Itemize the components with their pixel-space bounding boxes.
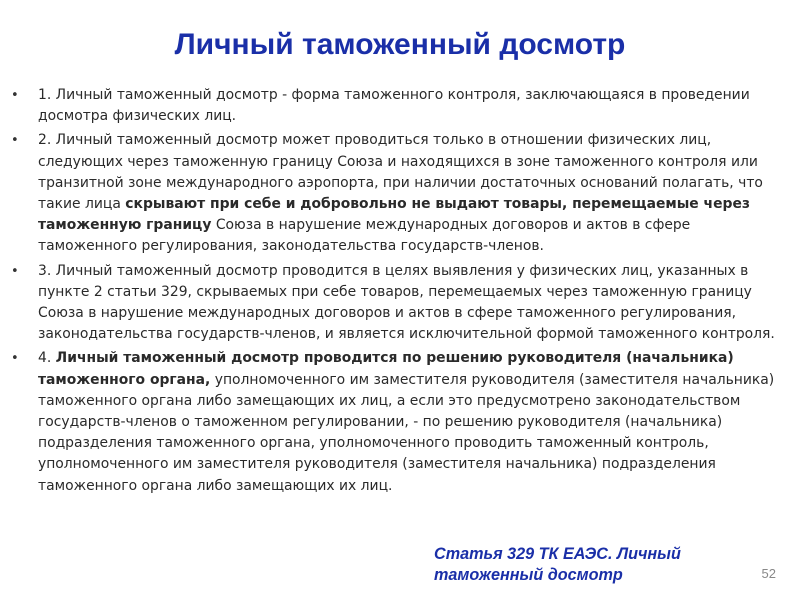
bullet-item-4 (10, 348, 788, 496)
bullet-text: уполномоченного им заместителя руководителя (заместителя начальника) таможенного органа либо замещающих их лиц, а если это предусмотрено законодательством государств-членов о таможенном регулировании, - по решению руководителя (начальника) подразделения таможенного органа, уполномоченного проводить таможенный контроль, уполномоченного им заместителя руководителя (заместителя начальника) подразделения таможенного органа либо замещающих их лиц. (38, 371, 775, 494)
bullet-text: 1. Личный таможенный досмотр - форма таможенного контроля, заключающаяся в проведении досмотра физических лиц. (38, 87, 750, 125)
bullet-text-bold: скрывают при себе и добровольно не выдают товары, перемещаемые через таможенную границу (38, 196, 750, 234)
bullet-marker: • (11, 263, 19, 279)
slide-title: Личный таможенный досмотр (174, 28, 626, 61)
bullet-list (10, 85, 788, 500)
bullet-item-1 (10, 85, 788, 127)
bullet-marker: • (11, 351, 19, 367)
bullet-item-3 (10, 261, 788, 346)
page-number: 52 (761, 566, 776, 581)
bullet-text-bold: Личный таможенный досмотр проводится по решению руководителя (начальника) таможенного органа, (38, 350, 734, 388)
source-caption: Статья 329 ТК ЕАЭС. Личный таможенный досмотр (434, 545, 681, 584)
bullet-text: Союза в нарушение международных договоров и актов в сфере таможенного регулирования, законодательства государств-членов. (38, 217, 691, 255)
bullet-text: 4. (38, 350, 56, 367)
bullet-item-2 (10, 130, 788, 257)
bullet-marker: • (11, 133, 19, 149)
bullet-text: 3. Личный таможенный досмотр проводится в целях выявления у физических лиц, указанных в пункте 2 статьи 329, скрываемых при себе товаров, перемещаемых через таможенную границу Союза в нарушение международных договоров и актов в сфере таможенного регулирования, законодательства государств-членов, и является исключительной формой таможенного контроля. (38, 262, 775, 343)
bullet-text: 2. Личный таможенный досмотр может проводиться только в отношении физических лиц, следующих через таможенную границу Союза и находящихся в зоне таможенного контроля или транзитной зоне международного аэропорта, при наличии достаточных оснований полагать, что такие лица (38, 132, 763, 213)
bullet-marker: • (11, 88, 19, 103)
